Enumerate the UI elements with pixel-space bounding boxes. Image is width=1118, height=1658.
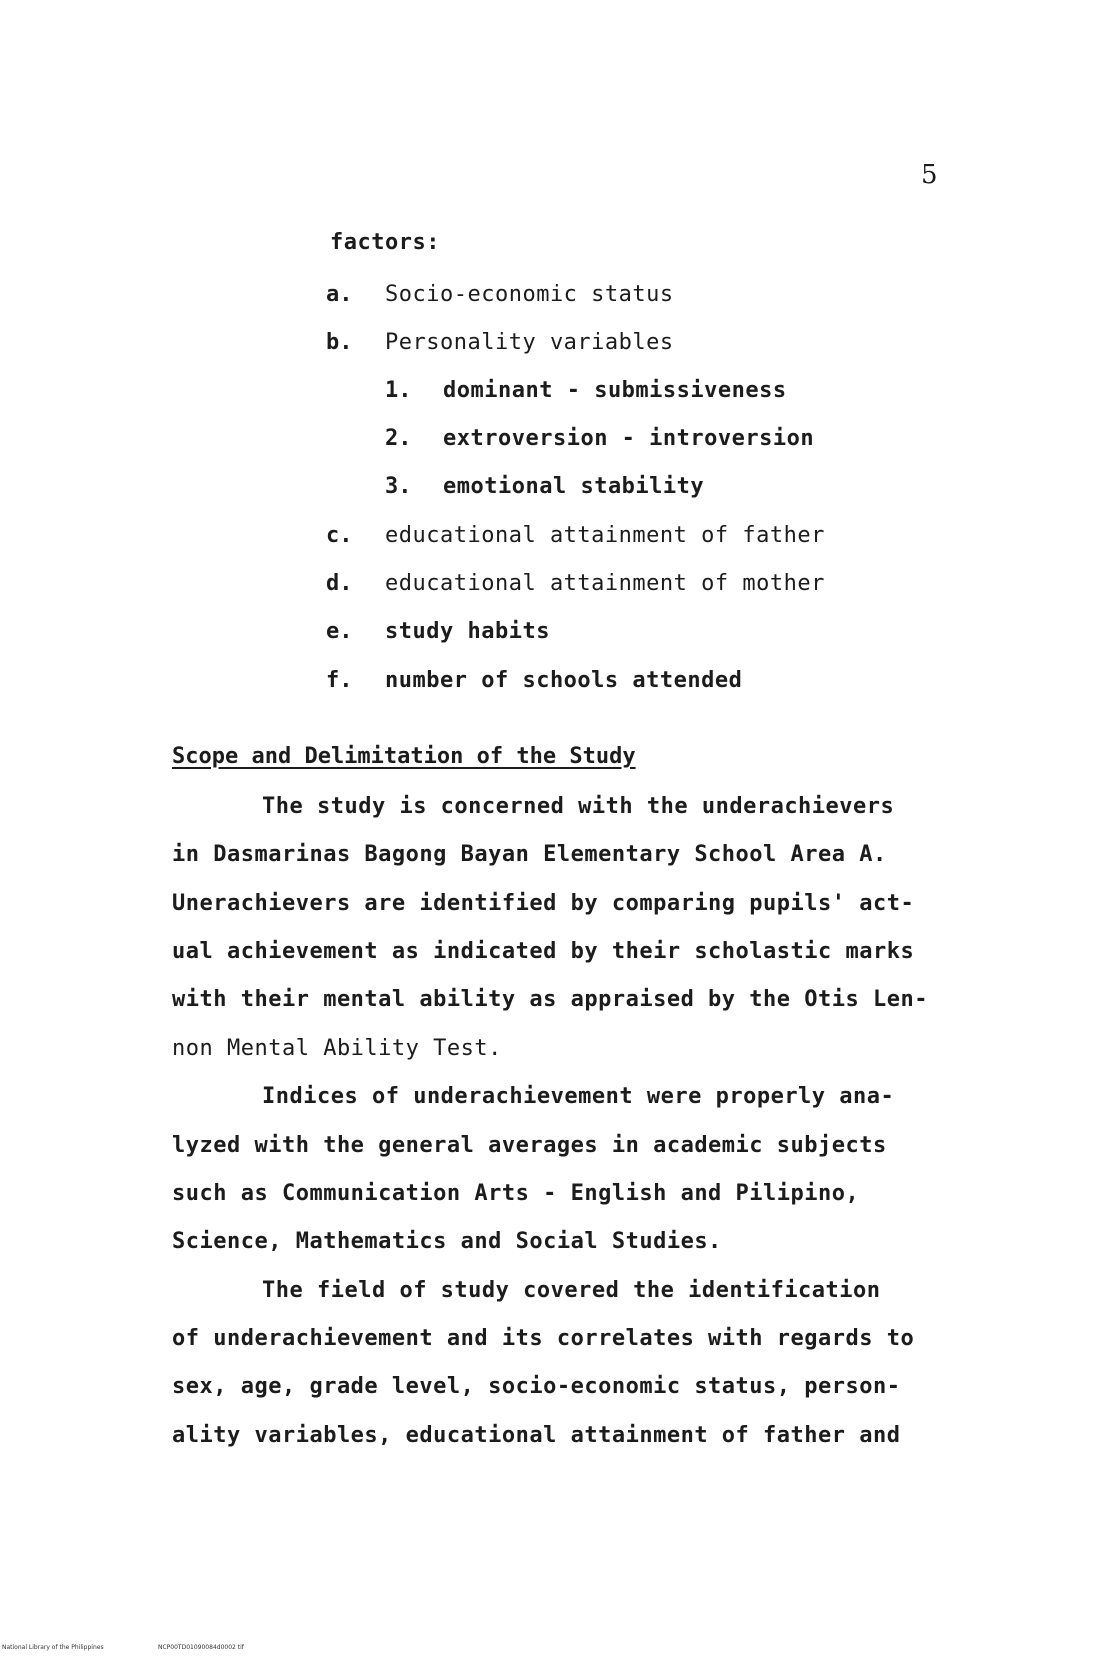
factor-text: study habits (385, 619, 550, 644)
footer-file: NCP00TD01090084d0002 tif (158, 1644, 244, 1651)
factor-text: educational attainment of father (385, 523, 825, 548)
body-line: Science, Mathematics and Social Studies. (172, 1229, 722, 1254)
factor-label: c. (326, 523, 353, 548)
factor-label: d. (326, 571, 353, 596)
body-line: such as Communication Arts - English and Pilipino, (172, 1181, 860, 1206)
factor-text: number of schools attended (385, 668, 743, 693)
body-line: sex, age, grade level, socio-economic status, person- (172, 1374, 901, 1399)
factor-text: educational attainment of mother (385, 571, 825, 596)
subfactor-label: 1. (385, 378, 412, 403)
factor-label: e. (326, 619, 353, 644)
body-line: Indices of underachievement were properly ana- (262, 1084, 895, 1109)
subfactor-text: emotional stability (443, 474, 705, 499)
factor-text: Socio-economic status (385, 282, 674, 307)
subfactor-text: dominant - submissiveness (443, 378, 787, 403)
page-number: 5 (921, 160, 938, 190)
subfactor-text: extroversion - introversion (443, 426, 815, 451)
subfactor-label: 3. (385, 474, 412, 499)
body-line: ality variables, educational attainment of father and (172, 1423, 901, 1448)
body-line: in Dasmarinas Bagong Bayan Elementary School Area A. (172, 842, 887, 867)
footer-library: National Library of the Philippines (2, 1644, 104, 1651)
section-heading: Scope and Delimitation of the Study (172, 744, 636, 769)
factors-intro: factors: (330, 230, 440, 255)
factor-label: f. (326, 668, 353, 693)
factor-text: Personality variables (385, 330, 674, 355)
body-line: The field of study covered the identification (262, 1278, 881, 1303)
factor-label: b. (326, 330, 353, 355)
body-line: of underachievement and its correlates with regards to (172, 1326, 915, 1351)
subfactor-label: 2. (385, 426, 412, 451)
body-line: The study is concerned with the underachievers (262, 794, 895, 819)
body-line: ual achievement as indicated by their scholastic marks (172, 939, 915, 964)
body-line: non Mental Ability Test. (172, 1036, 502, 1061)
factor-label: a. (326, 282, 353, 307)
body-line: lyzed with the general averages in academic subjects (172, 1133, 887, 1158)
body-line: Unerachievers are identified by comparing pupils' act- (172, 891, 915, 916)
body-line: with their mental ability as appraised by the Otis Len- (172, 987, 928, 1012)
